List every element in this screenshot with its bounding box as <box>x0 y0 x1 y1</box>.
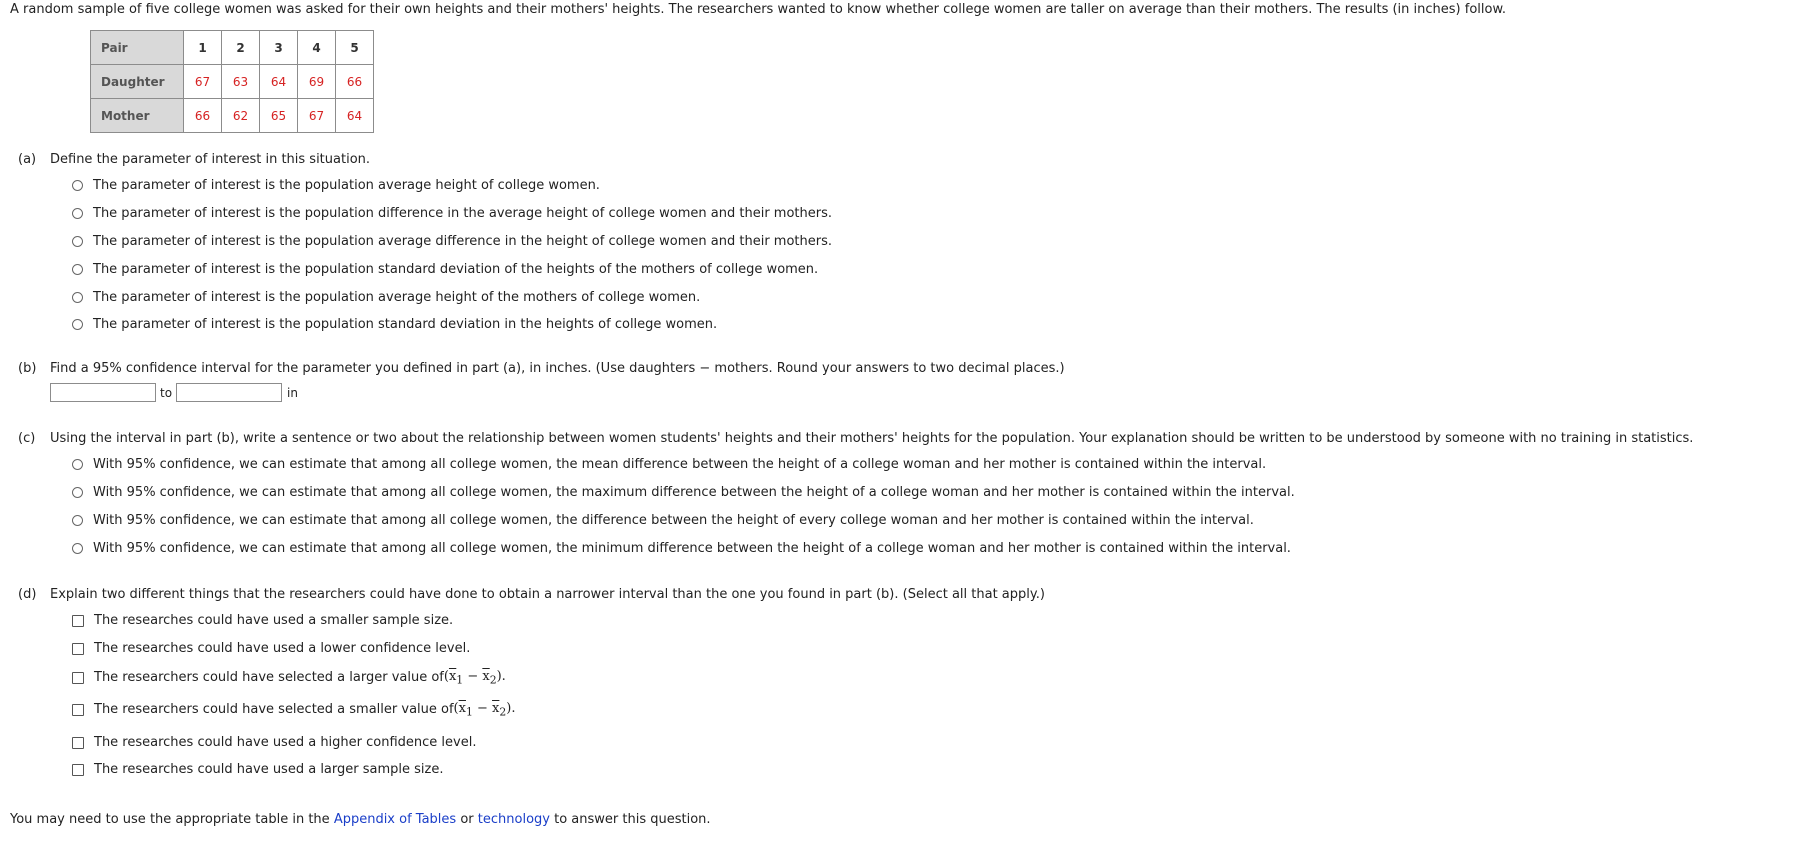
daughter-height: 67 <box>184 65 222 99</box>
footer-middle: or <box>456 812 478 827</box>
checkbox[interactable] <box>72 672 84 684</box>
footer-note <box>10 812 711 827</box>
pair-number: 2 <box>222 31 260 65</box>
table-row <box>91 31 374 65</box>
mean-difference-expression: $(\overline{x}_1 - \overline{x}_2)$. <box>443 669 506 687</box>
checkbox[interactable] <box>72 737 84 749</box>
radio-button[interactable] <box>72 208 83 219</box>
option-label: The researches could have used a higher confidence level. <box>94 735 477 750</box>
part-d-option-1[interactable] <box>72 613 453 628</box>
option-label: With 95% confidence, we can estimate that among all college women, the maximum difference between the height of a college woman and her mother is contained within the interval. <box>93 485 1295 500</box>
part-a-option-4[interactable] <box>72 262 818 277</box>
radio-button[interactable] <box>72 515 83 526</box>
option-label: The parameter of interest is the population standard deviation in the heights of college women. <box>93 317 718 332</box>
part-d-letter: (d) <box>18 587 37 602</box>
option-label: The parameter of interest is the population standard deviation of the heights of the mothers of college women. <box>93 262 819 277</box>
checkbox[interactable] <box>72 704 84 716</box>
part-c-option-2[interactable] <box>72 485 1295 500</box>
part-a-option-2[interactable] <box>72 206 832 221</box>
option-label: With 95% confidence, we can estimate that among all college women, the minimum difference between the height of a college woman and her mother is contained within the interval. <box>93 541 1291 556</box>
option-label: The researches could have used a larger sample size. <box>94 762 444 777</box>
radio-button[interactable] <box>72 264 83 275</box>
option-label: The parameter of interest is the population average difference in the height of college women and their mothers. <box>93 234 833 249</box>
daughter-height: 63 <box>222 65 260 99</box>
pair-header: Pair <box>91 31 184 65</box>
daughter-header: Daughter <box>91 65 184 99</box>
part-a-letter: (a) <box>18 152 37 167</box>
radio-button[interactable] <box>72 319 83 330</box>
heights-table <box>90 30 374 133</box>
part-c-option-3[interactable] <box>72 513 1254 528</box>
upper-bound-input[interactable] <box>176 383 282 402</box>
part-a-prompt: Define the parameter of interest in this situation. <box>50 152 371 167</box>
pair-number: 1 <box>184 31 222 65</box>
option-label: With 95% confidence, we can estimate that among all college women, the mean difference between the height of a college woman and her mother is contained within the interval. <box>93 457 1267 472</box>
confidence-interval-row <box>50 383 298 402</box>
part-d-question <box>18 587 1045 602</box>
part-d-option-3[interactable] <box>72 669 506 687</box>
part-b-question <box>18 361 1065 376</box>
part-a-question <box>18 152 370 167</box>
part-d-option-4[interactable] <box>72 701 515 719</box>
part-a-option-5[interactable] <box>72 290 700 305</box>
part-c-prompt: Using the interval in part (b), write a sentence or two about the relationship between women students' heights and their mothers' heights for the population. Your explanation should be written to be understood by someone with no training in statistics. <box>50 431 1694 446</box>
option-label: With 95% confidence, we can estimate that among all college women, the difference between the height of every college woman and her mother is contained within the interval. <box>93 513 1254 528</box>
pair-number: 4 <box>298 31 336 65</box>
pair-number: 5 <box>336 31 374 65</box>
mother-height: 67 <box>298 99 336 133</box>
part-d-option-2[interactable] <box>72 641 470 656</box>
part-c-option-4[interactable] <box>72 541 1291 556</box>
checkbox[interactable] <box>72 615 84 627</box>
table-row <box>91 99 374 133</box>
part-a-option-6[interactable] <box>72 317 717 332</box>
radio-button[interactable] <box>72 487 83 498</box>
technology-link[interactable]: technology <box>477 812 550 827</box>
part-c-option-1[interactable] <box>72 457 1266 472</box>
daughter-height: 64 <box>260 65 298 99</box>
radio-button[interactable] <box>72 543 83 554</box>
part-a-option-1[interactable] <box>72 178 600 193</box>
footer-suffix: to answer this question. <box>549 812 711 827</box>
lower-bound-input[interactable] <box>50 383 156 402</box>
checkbox[interactable] <box>72 764 84 776</box>
mother-height: 65 <box>260 99 298 133</box>
table-row <box>91 65 374 99</box>
radio-button[interactable] <box>72 292 83 303</box>
part-b-letter: (b) <box>18 361 37 376</box>
daughter-height: 66 <box>336 65 374 99</box>
pair-number: 3 <box>260 31 298 65</box>
option-label: The parameter of interest is the population average height of the mothers of college women. <box>93 290 701 305</box>
unit-label: in <box>287 385 298 400</box>
to-label: to <box>160 385 173 400</box>
part-b-prompt: Find a 95% confidence interval for the parameter you defined in part (a), in inches. (Use daughters − mothers. Round your answers to two decimal places.) <box>50 361 1065 376</box>
checkbox[interactable] <box>72 643 84 655</box>
part-c-question <box>18 431 1693 446</box>
radio-button[interactable] <box>72 459 83 470</box>
mother-height: 64 <box>336 99 374 133</box>
radio-button[interactable] <box>72 180 83 191</box>
radio-button[interactable] <box>72 236 83 247</box>
part-a-option-3[interactable] <box>72 234 832 249</box>
option-label: The researches could have used a smaller sample size. <box>94 613 454 628</box>
part-d-prompt: Explain two different things that the researchers could have done to obtain a narrower interval than the one you found in part (b). (Select all that apply.) <box>50 587 1045 602</box>
mother-height: 66 <box>184 99 222 133</box>
part-c-letter: (c) <box>18 431 36 446</box>
option-label: The researchers could have selected a larger value of <box>94 670 444 686</box>
footer-prefix: You may need to use the appropriate table in the <box>10 812 334 827</box>
mother-header: Mother <box>91 99 184 133</box>
option-label: The parameter of interest is the population average height of college women. <box>93 178 600 193</box>
option-label: The researchers could have selected a smaller value of <box>94 702 454 718</box>
option-label: The researches could have used a lower confidence level. <box>94 641 471 656</box>
mean-difference-expression: $(\overline{x}_1 - \overline{x}_2)$. <box>453 701 516 719</box>
mother-height: 62 <box>222 99 260 133</box>
intro-text: A random sample of five college women was asked for their own heights and their mothers' heights. The researchers wanted to know whether college women are taller on average than their mothers. The results (in inches) follow. <box>10 2 1507 17</box>
part-d-option-5[interactable] <box>72 735 476 750</box>
appendix-of-tables-link[interactable]: Appendix of Tables <box>333 812 457 827</box>
option-label: The parameter of interest is the population difference in the average height of college women and their mothers. <box>93 206 833 221</box>
daughter-height: 69 <box>298 65 336 99</box>
part-d-option-6[interactable] <box>72 762 443 777</box>
